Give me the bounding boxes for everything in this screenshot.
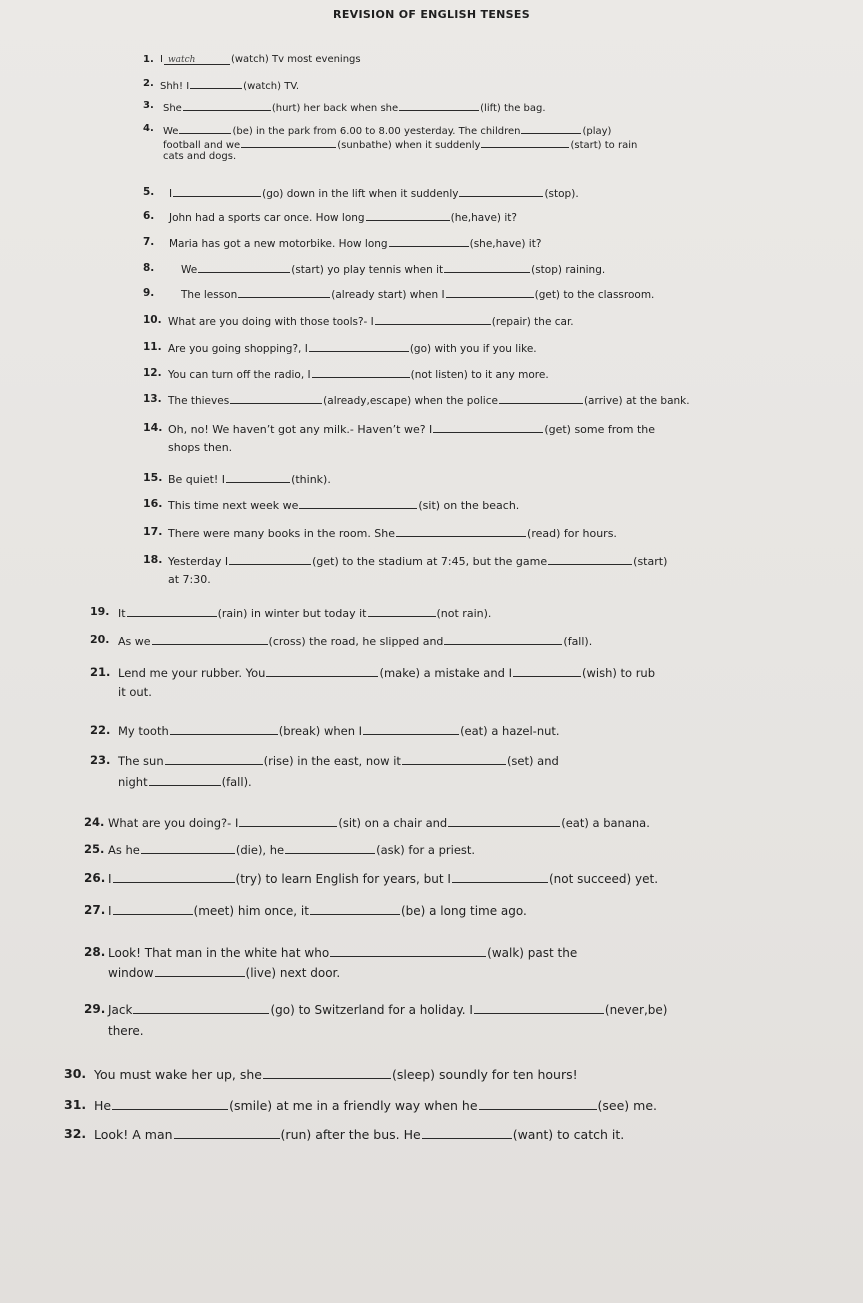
- item-number: 4.: [143, 123, 154, 134]
- exercise-line: [64, 1097, 657, 1114]
- item-number: 13.: [143, 393, 162, 405]
- exercise-line: [143, 365, 549, 383]
- sentence-text: (read) for hours.: [527, 527, 617, 540]
- item-number: 19.: [90, 605, 110, 618]
- sentence-text: Lend me your rubber. You: [118, 666, 266, 680]
- sentence-text: (be) a long time ago.: [400, 904, 527, 918]
- answer-blank[interactable]: [399, 98, 479, 111]
- item-number: 17.: [143, 525, 163, 538]
- sentence-text: (see) me.: [597, 1098, 657, 1113]
- sentence-text: (not listen) to it any more.: [410, 369, 549, 381]
- exercise-line: [64, 1126, 625, 1143]
- exercise-line: [143, 285, 655, 303]
- item-number: 12.: [143, 367, 162, 379]
- answer-blank[interactable]: [481, 135, 569, 148]
- answer-blank[interactable]: [459, 184, 543, 197]
- sentence-text: As we: [118, 635, 151, 648]
- sentence-text: (sunbathe) when it suddenly: [337, 140, 481, 151]
- sentence-text: (already start) when I: [331, 289, 445, 301]
- exercise-line: [90, 752, 559, 769]
- sentence-text: (cross) the road, he slipped and: [268, 635, 444, 648]
- answer-blank[interactable]: [155, 964, 245, 977]
- item-number: 9.: [143, 287, 155, 299]
- sentence-text: You must wake her up, she: [94, 1067, 262, 1082]
- sentence-text: (sleep) soundly for ten hours!: [392, 1067, 578, 1082]
- answer-blank[interactable]: [368, 604, 436, 617]
- sentence-text: (get) to the classroom.: [534, 289, 655, 301]
- sentence-text: (never,be): [604, 1003, 668, 1017]
- item-number: 11.: [143, 341, 162, 353]
- sentence-text: (start): [633, 555, 668, 568]
- sentence-text: (be) in the park from 6.00 to 8.00 yesterday. The children: [232, 126, 521, 137]
- exercise-line: [143, 552, 668, 570]
- exercise-line: [143, 234, 542, 252]
- exercise-line: [143, 391, 690, 409]
- item-number: 8.: [143, 262, 155, 274]
- item-number: 16.: [143, 497, 163, 510]
- exercise-line: [168, 440, 232, 456]
- sentence-text: (run) after the bus. He: [280, 1127, 421, 1142]
- answer-blank[interactable]: [152, 632, 268, 645]
- exercise-line: [84, 841, 476, 858]
- item-number: 32.: [64, 1126, 87, 1141]
- exercise-line: [84, 870, 659, 887]
- item-number: 31.: [64, 1097, 87, 1112]
- handwritten-answer: watch: [167, 55, 196, 65]
- sentence-text: Oh, no! We haven’t got any milk.- Haven’t we? I: [168, 423, 433, 436]
- sentence-text: (rain) in winter but today it: [217, 607, 367, 620]
- sentence-text: (not rain).: [436, 607, 492, 620]
- answer-blank[interactable]: [309, 339, 409, 352]
- exercise-line: [84, 944, 578, 961]
- sentence-text: (eat) a hazel-nut.: [460, 724, 560, 738]
- exercise-line: [143, 524, 617, 542]
- exercise-line: [108, 964, 340, 981]
- item-number: 25.: [84, 842, 105, 856]
- sentence-text: Yesterday I: [168, 555, 229, 568]
- sentence-text: (get) to the stadium at 7:45, but the game: [312, 555, 548, 568]
- item-number: 18.: [143, 553, 163, 566]
- sentence-text: (eat) a banana.: [561, 816, 650, 830]
- sentence-text: Jack: [108, 1003, 133, 1017]
- answer-blank[interactable]: [241, 135, 336, 148]
- worksheet-title: REVISION OF ENGLISH TENSES: [333, 8, 530, 21]
- exercise-line: [90, 632, 593, 650]
- sentence-text: What are you doing?- I: [108, 816, 239, 830]
- answer-blank[interactable]: [402, 752, 506, 765]
- answer-blank[interactable]: [444, 632, 562, 645]
- exercise-line: [163, 149, 236, 165]
- exercise-line: [84, 902, 527, 919]
- item-number: 21.: [90, 665, 111, 679]
- item-number: 29.: [84, 1002, 106, 1016]
- answer-blank[interactable]: [183, 98, 271, 111]
- exercise-line: [84, 814, 650, 831]
- answer-blank[interactable]: [312, 365, 410, 378]
- answer-blank[interactable]: [127, 604, 217, 617]
- sentence-text: (stop) raining.: [531, 264, 606, 276]
- answer-blank[interactable]: [548, 552, 632, 565]
- answer-blank[interactable]: [112, 1097, 228, 1110]
- sentence-text: (watch) Tv most evenings: [230, 54, 361, 65]
- item-number: 23.: [90, 753, 111, 767]
- sentence-text: It: [118, 607, 126, 620]
- answer-blank[interactable]: [389, 234, 469, 247]
- exercise-line: [143, 312, 574, 330]
- answer-blank[interactable]: [165, 752, 263, 765]
- answer-blank[interactable]: [266, 664, 378, 677]
- sentence-text: (already,escape) when the police: [323, 395, 498, 407]
- item-number: 30.: [64, 1066, 87, 1081]
- item-number: 15.: [143, 471, 163, 484]
- item-number: 6.: [143, 210, 155, 222]
- answer-blank[interactable]: [474, 1001, 604, 1014]
- sentence-text: (watch) TV.: [243, 81, 300, 92]
- sentence-text: Maria has got a new motorbike. How long: [169, 238, 388, 250]
- answer-blank[interactable]: [396, 524, 526, 537]
- answer-blank[interactable]: [174, 1126, 280, 1139]
- answer-blank[interactable]: [170, 722, 278, 735]
- sentence-text: night: [118, 775, 148, 789]
- exercise-line: [143, 98, 546, 117]
- sentence-text: The thieves: [168, 395, 230, 407]
- exercise-line: [118, 773, 252, 790]
- item-number: 22.: [90, 723, 111, 737]
- exercise-line: [143, 496, 520, 514]
- sentence-text: (she,have) it?: [469, 238, 542, 250]
- item-number: 28.: [84, 945, 106, 959]
- sentence-text: (make) a mistake and I: [379, 666, 512, 680]
- sentence-text: I: [108, 904, 112, 918]
- sentence-text: (sit) on the beach.: [418, 499, 520, 512]
- sentence-text: (he,have) it?: [450, 212, 517, 224]
- sentence-text: (not succeed) yet.: [548, 872, 659, 886]
- answer-blank[interactable]: [479, 1097, 597, 1110]
- answer-blank[interactable]: [452, 870, 548, 883]
- item-number: 7.: [143, 236, 155, 248]
- sentence-text: Be quiet! I: [168, 473, 226, 486]
- sentence-text: (start) to rain: [570, 140, 638, 151]
- sentence-text: Look! A man: [94, 1127, 173, 1142]
- answer-blank[interactable]: [230, 391, 322, 404]
- exercise-line: [143, 52, 361, 68]
- answer-blank[interactable]: [198, 260, 290, 273]
- sentence-text: (break) when I: [278, 724, 363, 738]
- item-number: 14.: [143, 421, 163, 434]
- item-number: 5.: [143, 186, 155, 198]
- answer-blank[interactable]: [133, 1001, 269, 1014]
- answer-blank[interactable]: [239, 814, 337, 827]
- exercise-line: [143, 208, 517, 226]
- sentence-text: (go) to Switzerland for a holiday. I: [270, 1003, 473, 1017]
- sentence-text: We: [163, 126, 179, 137]
- sentence-text: there.: [108, 1024, 144, 1038]
- sentence-text: (fall).: [221, 775, 252, 789]
- exercise-line: [90, 664, 656, 681]
- item-number: 26.: [84, 871, 106, 885]
- answer-blank[interactable]: [226, 470, 290, 483]
- item-number: 2.: [143, 78, 154, 89]
- sentence-text: The sun: [118, 754, 164, 768]
- sentence-text: (live) next door.: [245, 966, 341, 980]
- sentence-text: football and we: [163, 140, 241, 151]
- answer-blank[interactable]: [310, 902, 400, 915]
- sentence-text: (fall).: [563, 635, 593, 648]
- sentence-text: at 7:30.: [168, 573, 211, 586]
- sentence-text: (lift) the bag.: [480, 103, 546, 114]
- answer-blank[interactable]: [238, 285, 330, 298]
- answer-blank[interactable]: [499, 391, 583, 404]
- sentence-text: (sit) on a chair and: [338, 816, 448, 830]
- sentence-text: John had a sports car once. How long: [169, 212, 365, 224]
- answer-blank[interactable]: [366, 208, 450, 221]
- item-number: 10.: [143, 314, 162, 326]
- sentence-text: (stop).: [544, 188, 579, 200]
- sentence-text: (meet) him once, it: [193, 904, 309, 918]
- answer-blank[interactable]: [113, 902, 193, 915]
- exercise-line: [143, 339, 537, 357]
- answer-blank[interactable]: [173, 184, 261, 197]
- answer-blank[interactable]: [446, 285, 534, 298]
- item-number: 27.: [84, 903, 106, 917]
- sentence-text: window: [108, 966, 154, 980]
- sentence-text: He: [94, 1098, 112, 1113]
- sentence-text: (think).: [291, 473, 331, 486]
- sentence-text: (hurt) her back when she: [271, 103, 399, 114]
- sentence-text: (arrive) at the bank.: [583, 395, 690, 407]
- sentence-text: (want) to catch it.: [512, 1127, 625, 1142]
- exercise-line: [143, 76, 300, 95]
- answer-blank[interactable]: [422, 1126, 512, 1139]
- sentence-text: My tooth: [118, 724, 169, 738]
- sentence-text: it out.: [118, 685, 152, 699]
- answer-blank[interactable]: [229, 552, 311, 565]
- sentence-text: What are you doing with those tools?- I: [168, 316, 374, 328]
- exercise-line: [90, 722, 560, 739]
- sentence-text: (go) with you if you like.: [409, 343, 537, 355]
- answer-blank[interactable]: [448, 814, 560, 827]
- sentence-text: Look! That man in the white hat who: [108, 946, 330, 960]
- answer-blank[interactable]: [363, 722, 459, 735]
- answer-blank[interactable]: [141, 841, 235, 854]
- item-number: 20.: [90, 633, 110, 646]
- item-number: 24.: [84, 815, 105, 829]
- sentence-text: (rise) in the east, now it: [263, 754, 401, 768]
- sentence-text: (set) and: [506, 754, 559, 768]
- sentence-text: Shh! I: [160, 81, 190, 92]
- sentence-text: You can turn off the radio, I: [168, 369, 311, 381]
- exercise-line: [84, 1001, 668, 1018]
- answer-blank[interactable]: [179, 121, 231, 134]
- sentence-text: I: [160, 54, 163, 65]
- exercise-line: [90, 604, 492, 622]
- answer-blank[interactable]: [330, 944, 486, 957]
- exercise-line: [143, 260, 606, 278]
- exercise-line: [143, 470, 331, 488]
- sentence-text: (die), he: [235, 843, 285, 857]
- exercise-line: [108, 1023, 144, 1039]
- exercise-line: [143, 420, 656, 438]
- answer-blank[interactable]: [149, 773, 221, 786]
- answer-blank[interactable]: [190, 76, 242, 89]
- sentence-text: I: [169, 188, 173, 200]
- answer-blank[interactable]: [375, 312, 491, 325]
- answer-blank[interactable]: [521, 121, 581, 134]
- sentence-text: (go) down in the lift when it suddenly: [262, 188, 459, 200]
- sentence-text: I: [108, 872, 112, 886]
- exercise-line: [118, 684, 152, 700]
- answer-blank[interactable]: [285, 841, 375, 854]
- sentence-text: There were many books in the room. She: [168, 527, 396, 540]
- exercise-line: [64, 1066, 578, 1083]
- sentence-text: (smile) at me in a friendly way when he: [229, 1098, 478, 1113]
- sentence-text: (get) some from the: [544, 423, 656, 436]
- sentence-text: (wish) to rub: [581, 666, 656, 680]
- sentence-text: Are you going shopping?, I: [168, 343, 308, 355]
- sentence-text: (walk) past the: [487, 946, 578, 960]
- sentence-text: shops then.: [168, 441, 233, 454]
- sentence-text: We: [181, 264, 198, 276]
- item-number: 3.: [143, 100, 154, 111]
- answer-blank[interactable]: [513, 664, 581, 677]
- answer-blank[interactable]: [263, 1066, 391, 1079]
- exercise-line: [143, 184, 579, 202]
- sentence-text: As he: [108, 843, 140, 857]
- exercise-line: [168, 572, 211, 588]
- sentence-text: (ask) for a priest.: [376, 843, 476, 857]
- sentence-text: (play): [582, 126, 612, 137]
- answer-blank[interactable]: [164, 52, 230, 65]
- sentence-text: (try) to learn English for years, but I: [235, 872, 451, 886]
- answer-blank[interactable]: [444, 260, 530, 273]
- answer-blank[interactable]: [433, 420, 543, 433]
- sentence-text: The lesson: [181, 289, 238, 301]
- item-number: 1.: [143, 54, 154, 65]
- sentence-text: (repair) the car.: [491, 316, 574, 328]
- sentence-text: She: [163, 103, 182, 114]
- sentence-text: (start) yo play tennis when it: [291, 264, 444, 276]
- sentence-text: This time next week we: [168, 499, 299, 512]
- answer-blank[interactable]: [113, 870, 235, 883]
- answer-blank[interactable]: [299, 496, 417, 509]
- sentence-text: cats and dogs.: [163, 151, 237, 162]
